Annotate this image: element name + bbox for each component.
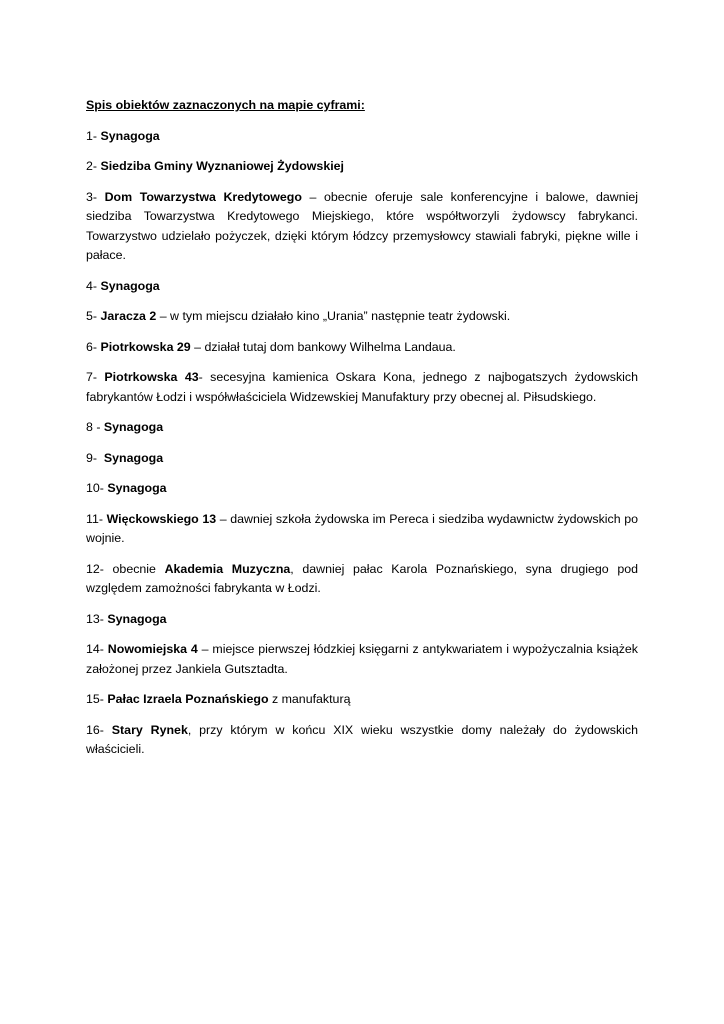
list-item bbox=[86, 721, 638, 760]
list-item bbox=[86, 277, 638, 297]
item-number: 14- bbox=[86, 642, 108, 656]
list-item bbox=[86, 510, 638, 549]
item-description: – obecnie oferuje sale konferencyjne i balowe, dawniej siedziba Towarzystwa Kredytowego Miejskiego, które współtworzyli żydowscy fabrykanci. Towarzystwo udzielało pożyczek, dzięki którym łódzcy przemysłowcy stawiali fabryki, piękne wille i pałace. bbox=[86, 189, 639, 262]
list-heading: Spis obiektów zaznaczonych na mapie cyframi: bbox=[86, 98, 365, 112]
list-item bbox=[86, 610, 638, 630]
item-number: 4- bbox=[86, 278, 101, 293]
item-number: 10- bbox=[86, 481, 108, 495]
list-item bbox=[86, 418, 638, 438]
item-number: 5- bbox=[86, 309, 101, 323]
document-page bbox=[86, 96, 638, 771]
list-item bbox=[86, 560, 638, 599]
item-description: , dawniej pałac Karola Poznańskiego, syna drugiego pod względem zamożności fabrykanta w Łodzi. bbox=[86, 561, 638, 595]
item-name: Synagoga bbox=[103, 450, 164, 465]
item-name: Piotrkowska 43 bbox=[104, 370, 199, 384]
list-item bbox=[86, 157, 638, 177]
item-name: Więckowskiego 13 bbox=[106, 511, 217, 526]
item-number: 1- bbox=[86, 128, 101, 143]
item-number: 11- bbox=[86, 511, 107, 526]
item-description: – miejsce pierwszej łódzkiej księgarni z antykwariatem i wypożyczalnia książek założonej przez Jankiela Gutsztadta. bbox=[86, 642, 639, 676]
item-number: 13- bbox=[86, 611, 108, 626]
item-name: Stary Rynek bbox=[111, 722, 188, 737]
list-item bbox=[86, 368, 638, 407]
item-description: - secesyjna kamienica Oskara Kona, jednego z najbogatszych żydowskich fabrykantów Łodzi i współwłaściciela Widzewskiej Manufaktury przy obecnej al. Piłsudskiego. bbox=[86, 370, 638, 404]
item-number: 6- bbox=[86, 339, 101, 354]
item-number: 8 - bbox=[86, 420, 104, 434]
item-number: 15- bbox=[86, 692, 108, 706]
item-name: Nowomiejska 4 bbox=[107, 642, 198, 656]
item-number: 16- bbox=[86, 722, 112, 737]
item-name: Synagoga bbox=[107, 611, 167, 626]
item-name: Synagoga bbox=[107, 481, 167, 495]
item-description: , przy którym w końcu XIX wieku wszystkie domy należały do żydowskich właścicieli. bbox=[86, 722, 638, 756]
list-item bbox=[86, 640, 638, 679]
item-number: 2- bbox=[86, 159, 101, 173]
item-name: Jaracza 2 bbox=[100, 309, 157, 323]
item-number: 12- obecnie bbox=[86, 561, 165, 576]
list-item bbox=[86, 188, 638, 266]
list-item bbox=[86, 307, 638, 327]
list-item bbox=[86, 690, 638, 710]
item-description: z manufakturą bbox=[268, 692, 351, 706]
item-description: – działał tutaj dom bankowy Wilhelma Landaua. bbox=[190, 339, 456, 354]
item-number: 7- bbox=[86, 370, 105, 384]
item-description: – w tym miejscu działało kino „Urania” następnie teatr żydowski. bbox=[156, 309, 511, 323]
item-name: Synagoga bbox=[100, 278, 160, 293]
list-item bbox=[86, 127, 638, 147]
item-name: Akademia Muzyczna bbox=[164, 561, 291, 576]
list-item bbox=[86, 479, 638, 499]
list-item bbox=[86, 449, 638, 469]
item-name: Synagoga bbox=[100, 128, 160, 143]
item-name: Siedziba Gminy Wyznaniowej Żydowskiej bbox=[100, 159, 344, 173]
item-name: Synagoga bbox=[103, 420, 164, 434]
item-name: Dom Towarzystwa Kredytowego bbox=[104, 189, 302, 204]
item-number: 3- bbox=[86, 189, 105, 204]
item-name: Pałac Izraela Poznańskiego bbox=[107, 692, 269, 706]
list-item bbox=[86, 338, 638, 358]
item-description: – dawniej szkoła żydowska im Pereca i siedziba wydawnictw żydowskich po wojnie. bbox=[86, 511, 638, 545]
item-name: Piotrkowska 29 bbox=[100, 339, 191, 354]
item-number: 9- bbox=[86, 450, 104, 465]
